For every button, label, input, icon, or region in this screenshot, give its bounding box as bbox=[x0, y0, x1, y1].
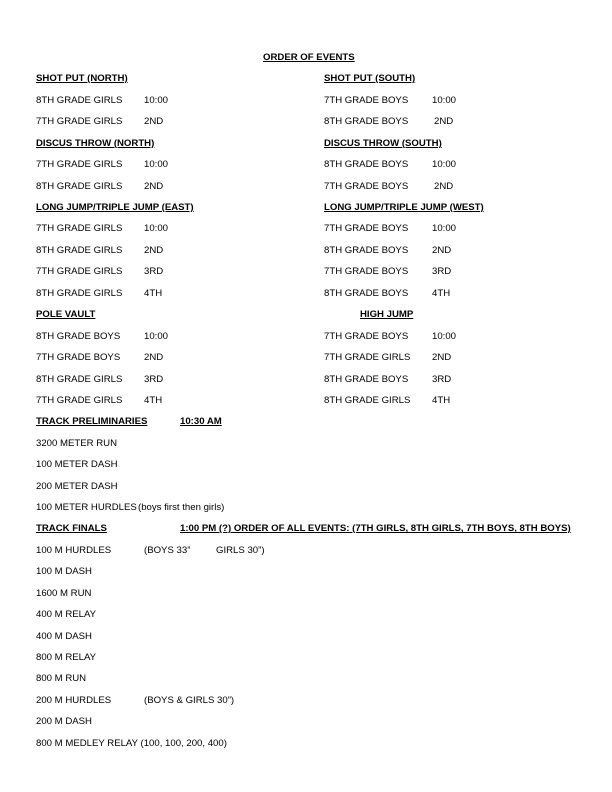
section-heading: POLE VAULT bbox=[36, 309, 96, 320]
event-row-time: 2ND bbox=[434, 181, 454, 192]
event-row-time: 10:00 bbox=[144, 95, 169, 106]
event-row-label: 8TH GRADE GIRLS bbox=[36, 288, 123, 299]
section-heading: LONG JUMP/TRIPLE JUMP (EAST) bbox=[36, 202, 194, 213]
event-row-label: 8TH GRADE BOYS bbox=[324, 159, 409, 170]
event-row-label: 7TH GRADE GIRLS bbox=[36, 159, 123, 170]
section-heading: LONG JUMP/TRIPLE JUMP (WEST) bbox=[324, 202, 484, 213]
section-heading: DISCUS THROW (SOUTH) bbox=[324, 138, 442, 149]
event-row-time: 4TH bbox=[144, 288, 163, 299]
event-row-label: 7TH GRADE GIRLS bbox=[324, 352, 411, 363]
event-row-label: 8TH GRADE GIRLS bbox=[36, 181, 123, 192]
section-heading: SHOT PUT (SOUTH) bbox=[324, 73, 416, 84]
event-row-label: 7TH GRADE GIRLS bbox=[36, 395, 123, 406]
event-row-label: 7TH GRADE GIRLS bbox=[36, 266, 123, 277]
event-row-time: 2ND bbox=[432, 352, 452, 363]
track-event-note: (BOYS & GIRLS 30”) bbox=[144, 695, 235, 706]
track-event-note: GIRLS 30”) bbox=[216, 545, 265, 556]
event-row-label: 8TH GRADE GIRLS bbox=[36, 245, 123, 256]
track-event: 100 M HURDLES bbox=[36, 545, 112, 556]
event-row-time: 10:00 bbox=[432, 159, 457, 170]
event-row-time: 4TH bbox=[144, 395, 163, 406]
event-row-time: 10:00 bbox=[144, 159, 169, 170]
track-event-note: (BOYS 33” bbox=[144, 545, 191, 556]
event-row-time: 10:00 bbox=[432, 331, 457, 342]
event-row-label: 8TH GRADE BOYS bbox=[324, 245, 409, 256]
track-event: 400 M RELAY bbox=[36, 609, 97, 620]
event-row-label: 8TH GRADE GIRLS bbox=[36, 95, 123, 106]
event-row-time: 10:00 bbox=[144, 331, 169, 342]
event-row-time: 10:00 bbox=[432, 223, 457, 234]
event-row-label: 7TH GRADE BOYS bbox=[324, 331, 409, 342]
section-time: 10:30 AM bbox=[180, 416, 222, 427]
event-row-label: 7TH GRADE GIRLS bbox=[36, 116, 123, 127]
section-heading: TRACK PRELIMINARIES bbox=[36, 416, 148, 427]
page-title: ORDER OF EVENTS bbox=[263, 52, 355, 63]
event-row-label: 7TH GRADE BOYS bbox=[324, 181, 409, 192]
track-event: 100 M DASH bbox=[36, 566, 92, 577]
section-heading: TRACK FINALS bbox=[36, 523, 107, 534]
event-row-label: 8TH GRADE BOYS bbox=[324, 374, 409, 385]
event-row-time: 2ND bbox=[144, 181, 164, 192]
track-event: 800 M RUN bbox=[36, 673, 87, 684]
track-event: 200 M HURDLES bbox=[36, 695, 112, 706]
event-row-time: 3RD bbox=[432, 266, 452, 277]
event-row-time: 2ND bbox=[434, 116, 454, 127]
event-row-time: 4TH bbox=[432, 288, 451, 299]
track-event: 1600 M RUN bbox=[36, 588, 92, 599]
track-event: 400 M DASH bbox=[36, 631, 92, 642]
track-event-note: (boys first then girls) bbox=[138, 502, 225, 513]
event-row-time: 2ND bbox=[144, 352, 164, 363]
track-event: 100 METER DASH bbox=[36, 459, 118, 470]
section-heading: DISCUS THROW (NORTH) bbox=[36, 138, 155, 149]
event-row-label: 8TH GRADE BOYS bbox=[324, 288, 409, 299]
event-row-time: 2ND bbox=[432, 245, 452, 256]
event-row-time: 3RD bbox=[144, 374, 164, 385]
event-row-time: 2ND bbox=[144, 116, 164, 127]
event-row-label: 7TH GRADE BOYS bbox=[324, 95, 409, 106]
event-row-time: 10:00 bbox=[432, 95, 457, 106]
event-row-time: 2ND bbox=[144, 245, 164, 256]
event-row-label: 7TH GRADE BOYS bbox=[324, 223, 409, 234]
track-event: 100 METER HURDLES bbox=[36, 502, 137, 513]
event-row-label: 7TH GRADE BOYS bbox=[36, 352, 121, 363]
event-row-label: 8TH GRADE BOYS bbox=[36, 331, 121, 342]
event-row-label: 8TH GRADE GIRLS bbox=[36, 374, 123, 385]
event-row-time: 3RD bbox=[144, 266, 164, 277]
section-heading: HIGH JUMP bbox=[360, 309, 414, 320]
track-event: 3200 METER RUN bbox=[36, 438, 118, 449]
event-row-label: 7TH GRADE BOYS bbox=[324, 266, 409, 277]
section-heading: SHOT PUT (NORTH) bbox=[36, 73, 128, 84]
event-row-label: 8TH GRADE BOYS bbox=[324, 116, 409, 127]
track-event: 800 M MEDLEY RELAY (100, 100, 200, 400) bbox=[36, 738, 227, 749]
event-row-time: 4TH bbox=[432, 395, 451, 406]
section-time: 1:00 PM (?) ORDER OF ALL EVENTS: (7TH GIRLS, 8TH GIRLS, 7TH BOYS, 8TH BOYS) bbox=[180, 523, 571, 534]
event-row-time: 10:00 bbox=[144, 223, 169, 234]
track-event: 800 M RELAY bbox=[36, 652, 97, 663]
track-event: 200 METER DASH bbox=[36, 481, 118, 492]
track-event: 200 M DASH bbox=[36, 716, 92, 727]
event-row-time: 3RD bbox=[432, 374, 452, 385]
event-row-label: 8TH GRADE GIRLS bbox=[324, 395, 411, 406]
event-row-label: 7TH GRADE GIRLS bbox=[36, 223, 123, 234]
